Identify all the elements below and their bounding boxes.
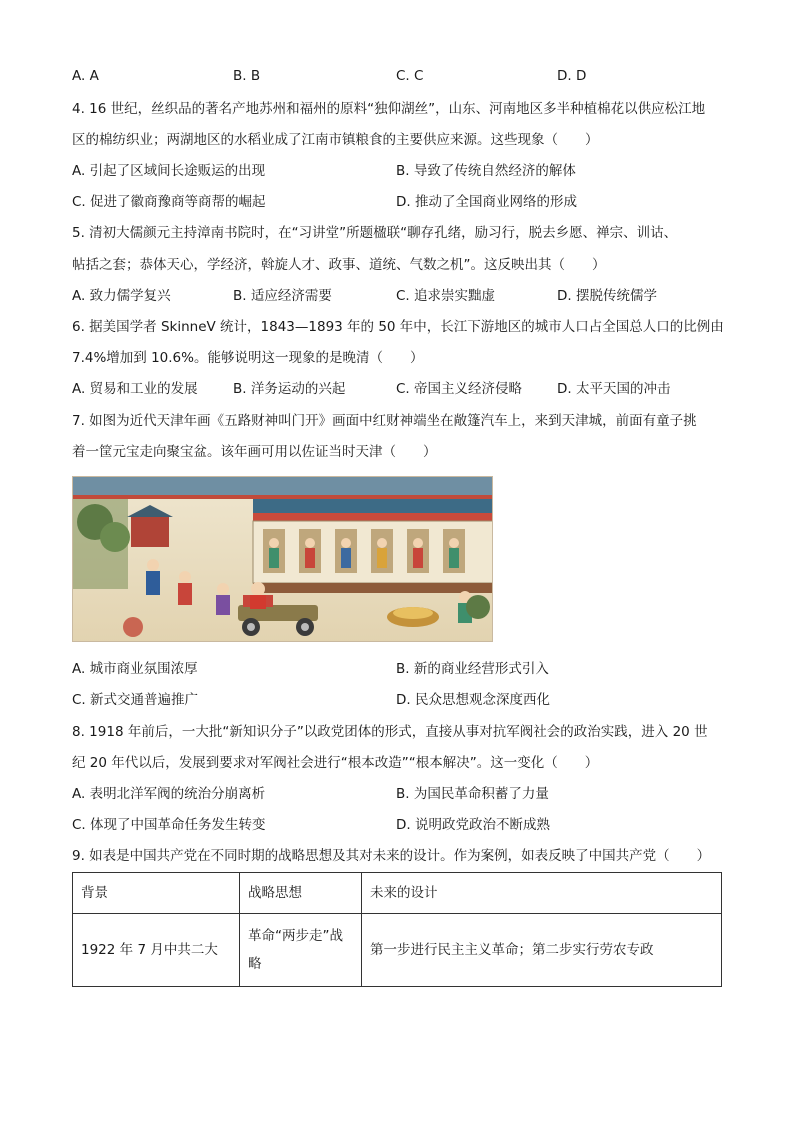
table-header-row <box>73 873 722 914</box>
prev-option-b[interactable]: B. B <box>233 68 261 84</box>
q8-option-b[interactable]: B. 为国民革命积蓄了力量 <box>396 786 549 802</box>
q6-option-a[interactable]: A. 贸易和工业的发展 <box>72 381 198 397</box>
q6-option-c[interactable]: C. 帝国主义经济侵略 <box>396 381 523 397</box>
q9-strategy-table <box>72 872 722 987</box>
prev-option-c[interactable]: C. C <box>396 68 424 84</box>
q7-stem-line1: 7. 如图为近代天津年画《五路财神叫门开》画面中红财神端坐在敞篷汽车上，来到天津城，前面有童子挑 <box>72 413 697 429</box>
q5-option-c[interactable]: C. 追求崇实黜虚 <box>396 288 496 304</box>
q6-stem-line2: 7.4%增加到 10.6%。能够说明这一现象的是晚清（ ） <box>72 350 424 366</box>
q4-option-b[interactable]: B. 导致了传统自然经济的解体 <box>396 163 576 179</box>
q5-stem-line1: 5. 清初大儒颜元主持漳南书院时，在“习讲堂”所题楹联“聊存孔绪，励习行，脱去乡愿、禅宗、训诂、 <box>72 225 678 241</box>
q4-stem-line2: 区的棉纺织业；两湖地区的水稻业成了江南市镇粮食的主要供应来源。这些现象（ ） <box>72 132 599 148</box>
table-cell-background: 1922 年 7 月中共二大 <box>73 914 240 987</box>
q7-option-d[interactable]: D. 民众思想观念深度西化 <box>396 692 550 708</box>
q7-option-b[interactable]: B. 新的商业经营形式引入 <box>396 661 549 677</box>
q4-option-c[interactable]: C. 促进了徽商豫商等商帮的崛起 <box>72 194 266 210</box>
table-cell-future-design: 第一步进行民主主义革命；第二步实行劳农专政 <box>362 914 722 987</box>
q5-option-d[interactable]: D. 摆脱传统儒学 <box>557 288 657 304</box>
q8-stem-line1: 8. 1918 年前后，一大批“新知识分子”以政党团体的形式，直接从事对抗军阀社会的政治实践，进入 20 世 <box>72 724 708 740</box>
q6-option-b[interactable]: B. 洋务运动的兴起 <box>233 381 346 397</box>
q5-option-a[interactable]: A. 致力儒学复兴 <box>72 288 171 304</box>
q8-option-d[interactable]: D. 说明政党政治不断成熟 <box>396 817 550 833</box>
q7-option-a[interactable]: A. 城市商业氛围浓厚 <box>72 661 198 677</box>
q5-stem-line2: 帖括之套；恭体天心，学经济，斡旋人才、政事、道统、气数之机”。这反映出其（ ） <box>72 257 606 273</box>
q8-option-a[interactable]: A. 表明北洋军阀的统治分崩离析 <box>72 786 266 802</box>
q6-stem-line1: 6. 据美国学者 SkinneV 统计，1843—1893 年的 50 年中，长江下游地区的城市人口占全国总人口的比例由 <box>72 319 724 335</box>
q4-stem-line1: 4. 16 世纪，丝织品的著名产地苏州和福州的原料“独仰湖丝”，山东、河南地区多半种植棉花以供应松江地 <box>72 101 706 117</box>
q7-option-c[interactable]: C. 新式交通普遍推广 <box>72 692 199 708</box>
q4-option-a[interactable]: A. 引起了区域间长途贩运的出现 <box>72 163 266 179</box>
table-cell-strategy: 革命“两步走”战略 <box>240 914 362 987</box>
q4-option-d[interactable]: D. 推动了全国商业网络的形成 <box>396 194 577 210</box>
q8-stem-line2: 纪 20 年代以后，发展到要求对军阀社会进行“根本改造”“根本解决”。这一变化（ ） <box>72 755 599 771</box>
q6-option-d[interactable]: D. 太平天国的冲击 <box>557 381 671 397</box>
new-year-painting-image <box>72 476 493 642</box>
table-header-future-design: 未来的设计 <box>362 873 722 914</box>
q7-stem-line2: 着一筐元宝走向聚宝盆。该年画可用以佐证当时天津（ ） <box>72 444 437 460</box>
table-header-background: 背景 <box>73 873 240 914</box>
prev-option-a[interactable]: A. A <box>72 68 99 84</box>
q5-option-b[interactable]: B. 适应经济需要 <box>233 288 332 304</box>
table-header-strategy: 战略思想 <box>240 873 362 914</box>
table-row <box>73 914 722 987</box>
prev-option-d[interactable]: D. D <box>557 68 587 84</box>
q9-stem-line1: 9. 如表是中国共产党在不同时期的战略思想及其对未来的设计。作为案例，如表反映了中国共产党（ ） <box>72 848 711 864</box>
q8-option-c[interactable]: C. 体现了中国革命任务发生转变 <box>72 817 266 833</box>
